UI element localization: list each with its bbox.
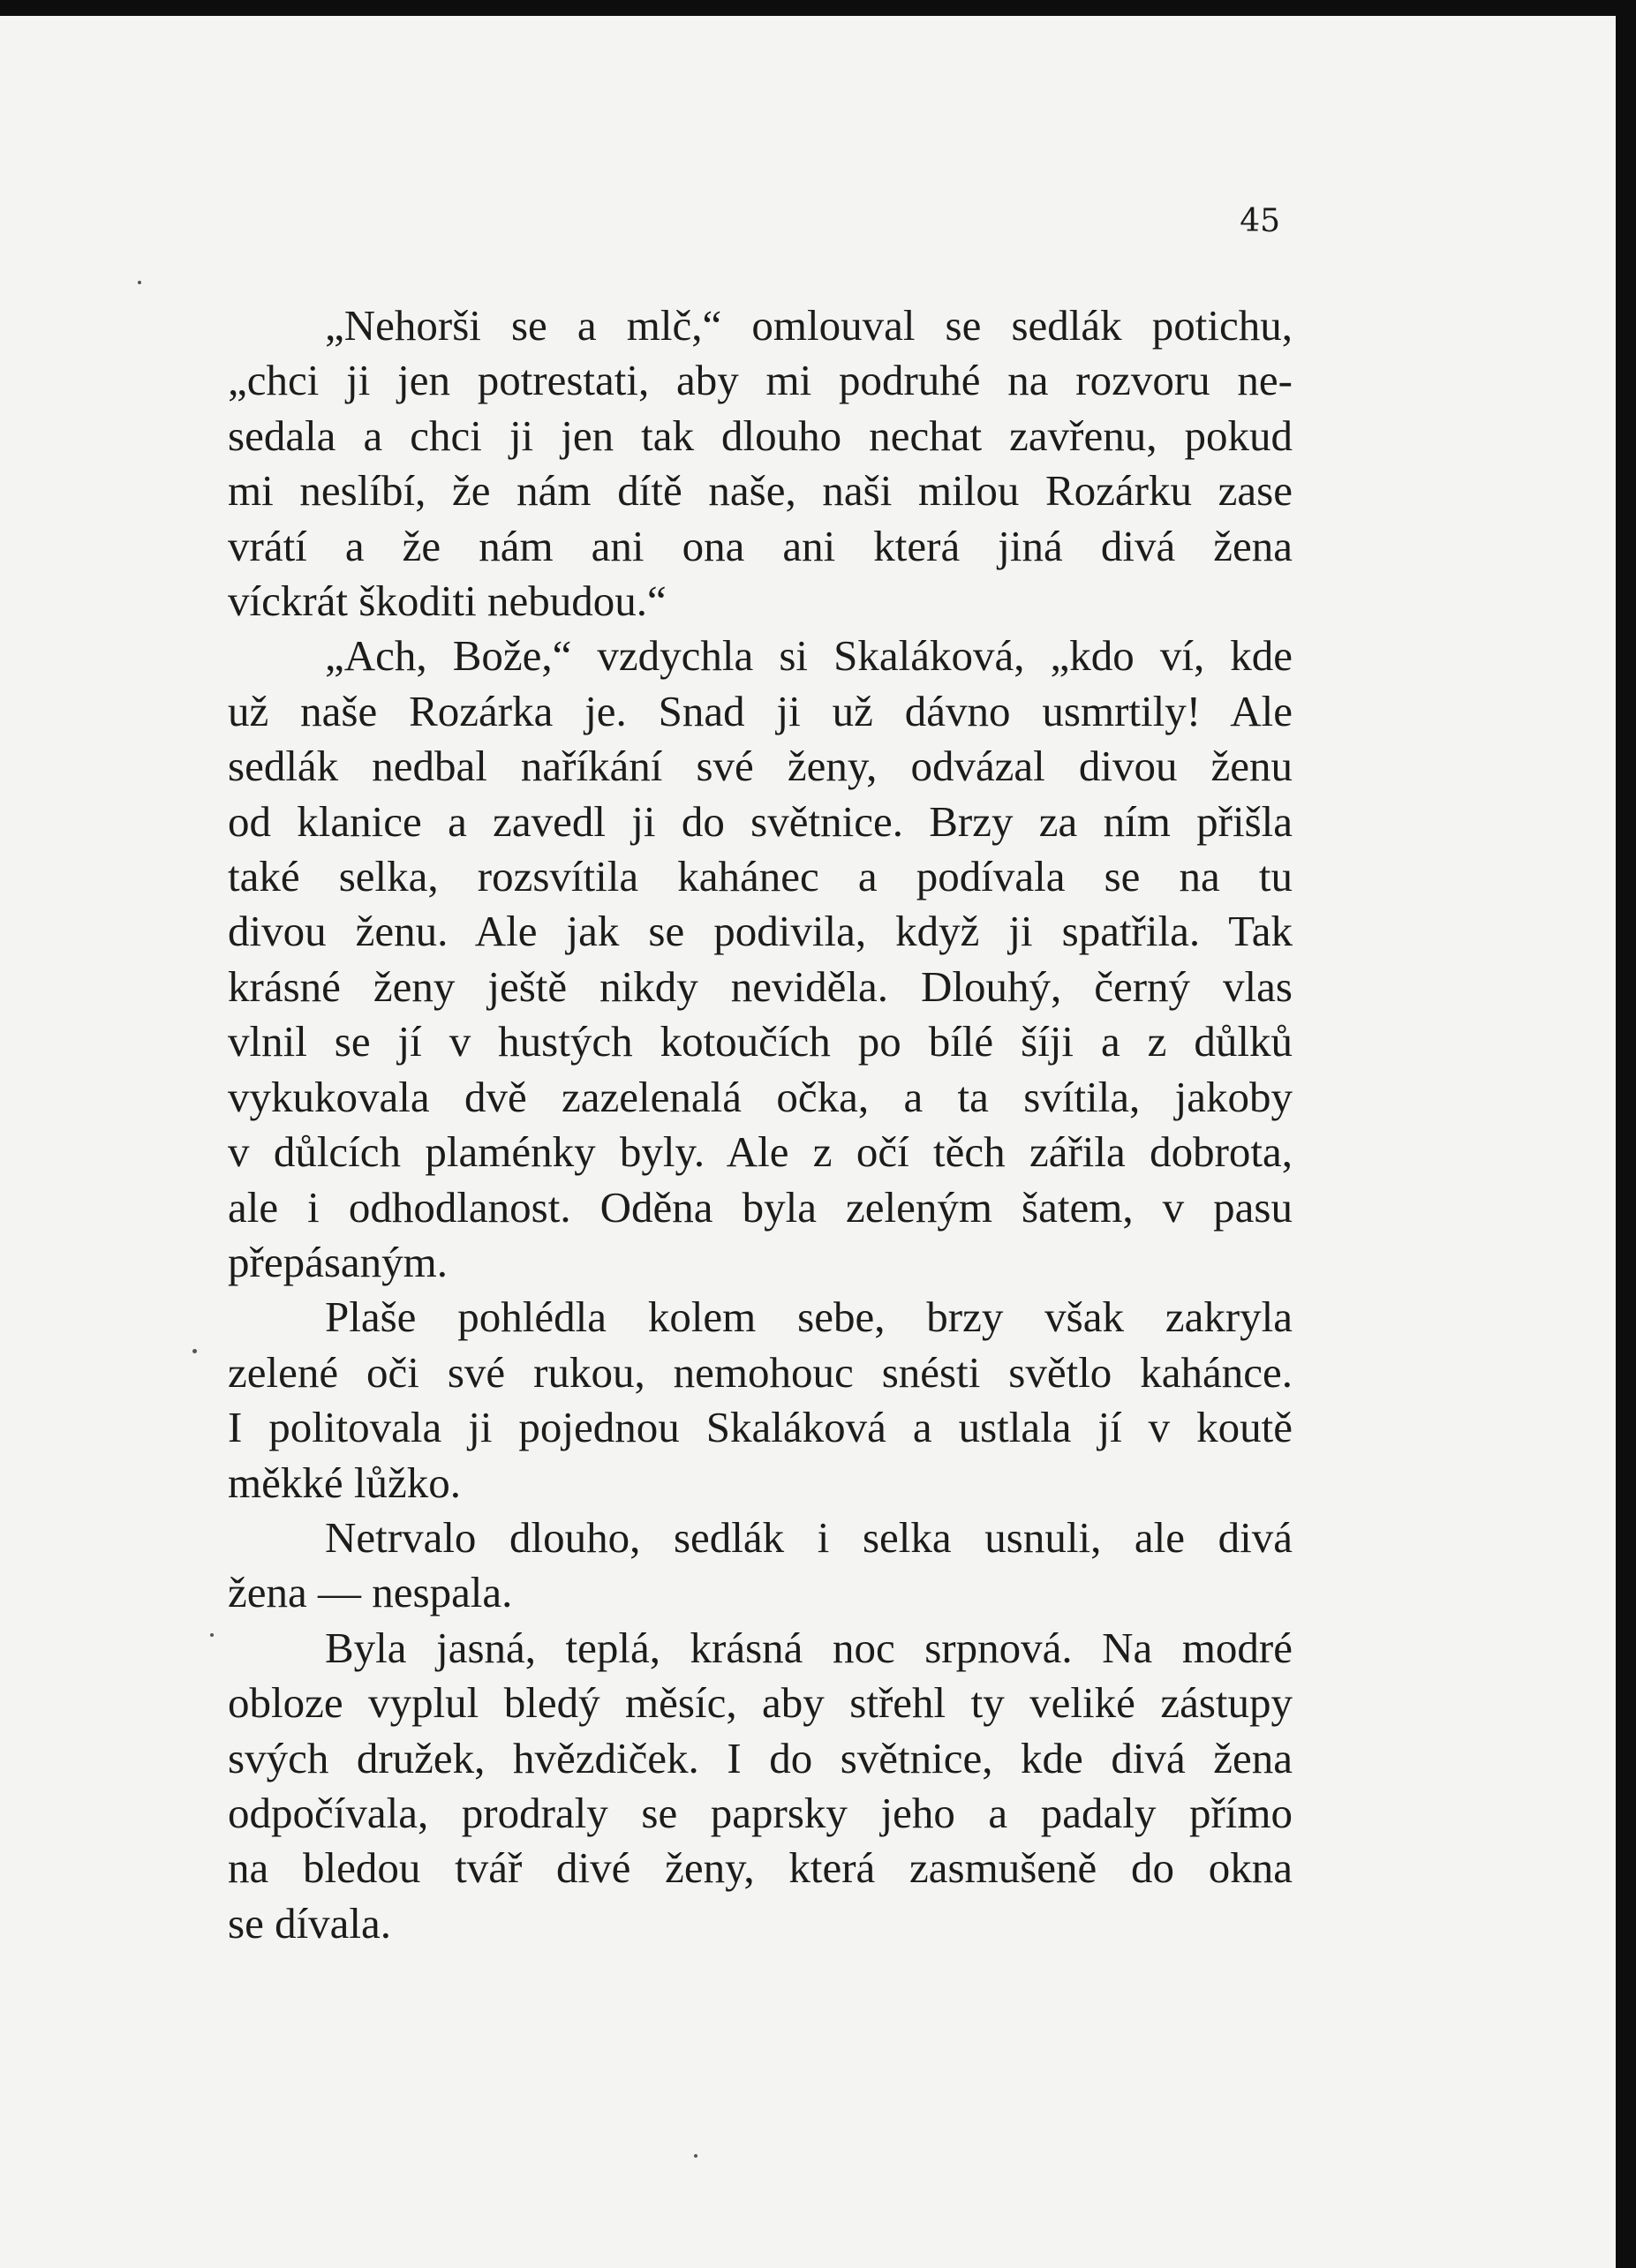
body-text: [228, 298, 1293, 1951]
text-line: sedlák nedbal naříkání své ženy, odvázal divou ženu: [228, 742, 1293, 791]
text-line: divou ženu. Ale jak se podivila, když ji spatřila. Tak: [228, 907, 1293, 956]
text-line: mi neslíbí, že nám dítě naše, naši milou Rozárku zase: [228, 466, 1293, 516]
text-line: Plaše pohlédla kolem sebe, brzy však zakryla: [325, 1292, 1293, 1342]
text-line: se dívala.: [228, 1898, 392, 1948]
text-line: obloze vyplul bledý měsíc, aby střehl ty veliké zástupy: [228, 1678, 1293, 1728]
text-line: od klanice a zavedl ji do světnice. Brzy za ním přišla: [228, 796, 1293, 846]
book-page: [0, 16, 1616, 2268]
text-line: „Nehorši se a mlč,“ omlouval se sedlák potichu,: [325, 301, 1293, 350]
text-line: zelené oči své rukou, nemohouc snésti světlo kahánce.: [228, 1347, 1293, 1397]
text-line: vykukovala dvě zazelenalá očka, a ta svítila, jakoby: [228, 1072, 1293, 1121]
text-line: Netrvalo dlouho, sedlák i selka usnuli, ale divá: [325, 1512, 1293, 1562]
text-line: už naše Rozárka je. Snad ji už dávno usmrtily! Ale: [228, 686, 1293, 735]
text-line: sedala a chci ji jen tak dlouho nechat zavřenu, pokud: [228, 411, 1293, 460]
text-line: krásné ženy ještě nikdy neviděla. Dlouhý, černý vlas: [228, 961, 1293, 1011]
text-line: „Ach, Bože,“ vzdychla si Skaláková, „kdo ví, kde: [325, 631, 1293, 681]
text-line: žena — nespala.: [228, 1568, 513, 1617]
scan-speck: [210, 1633, 214, 1637]
text-line: víckrát škoditi nebudou.“: [228, 576, 667, 626]
scan-edge-shadow: [1616, 0, 1636, 2252]
scan-speck: [138, 281, 141, 284]
text-line: svých družek, hvězdiček. I do světnice, kde divá žena: [228, 1733, 1293, 1782]
scan-speck: [694, 2154, 697, 2158]
text-line: Byla jasná, teplá, krásná noc srpnová. Na modré: [325, 1623, 1293, 1672]
text-line: ale i odhodlanost. Oděna byla zeleným šatem, v pasu: [228, 1182, 1293, 1232]
text-line: vlnil se jí v hustých kotoučích po bílé šíji a z důlků: [228, 1017, 1293, 1066]
text-line: vrátí a že nám ani ona ani která jiná divá žena: [228, 521, 1293, 570]
text-line: I politovala ji pojednou Skaláková a ustlala jí v koutě: [228, 1403, 1293, 1452]
text-line: také selka, rozsvítila kahánec a podívala se na tu: [228, 852, 1293, 901]
page-number: 45: [1240, 203, 1280, 239]
text-line: měkké lůžko.: [228, 1458, 461, 1507]
text-line: „chci ji jen potrestati, aby mi podruhé na rozvoru ne-: [228, 356, 1293, 405]
text-line: v důlcích plaménky byly. Ale z očí těch zářila dobrota,: [228, 1127, 1293, 1177]
text-line: odpočívala, prodraly se paprsky jeho a padaly přímo: [228, 1788, 1293, 1837]
scan-speck: [192, 1349, 197, 1353]
text-line: přepásaným.: [228, 1237, 448, 1286]
text-line: na bledou tvář divé ženy, která zasmušeně do okna: [228, 1843, 1293, 1893]
